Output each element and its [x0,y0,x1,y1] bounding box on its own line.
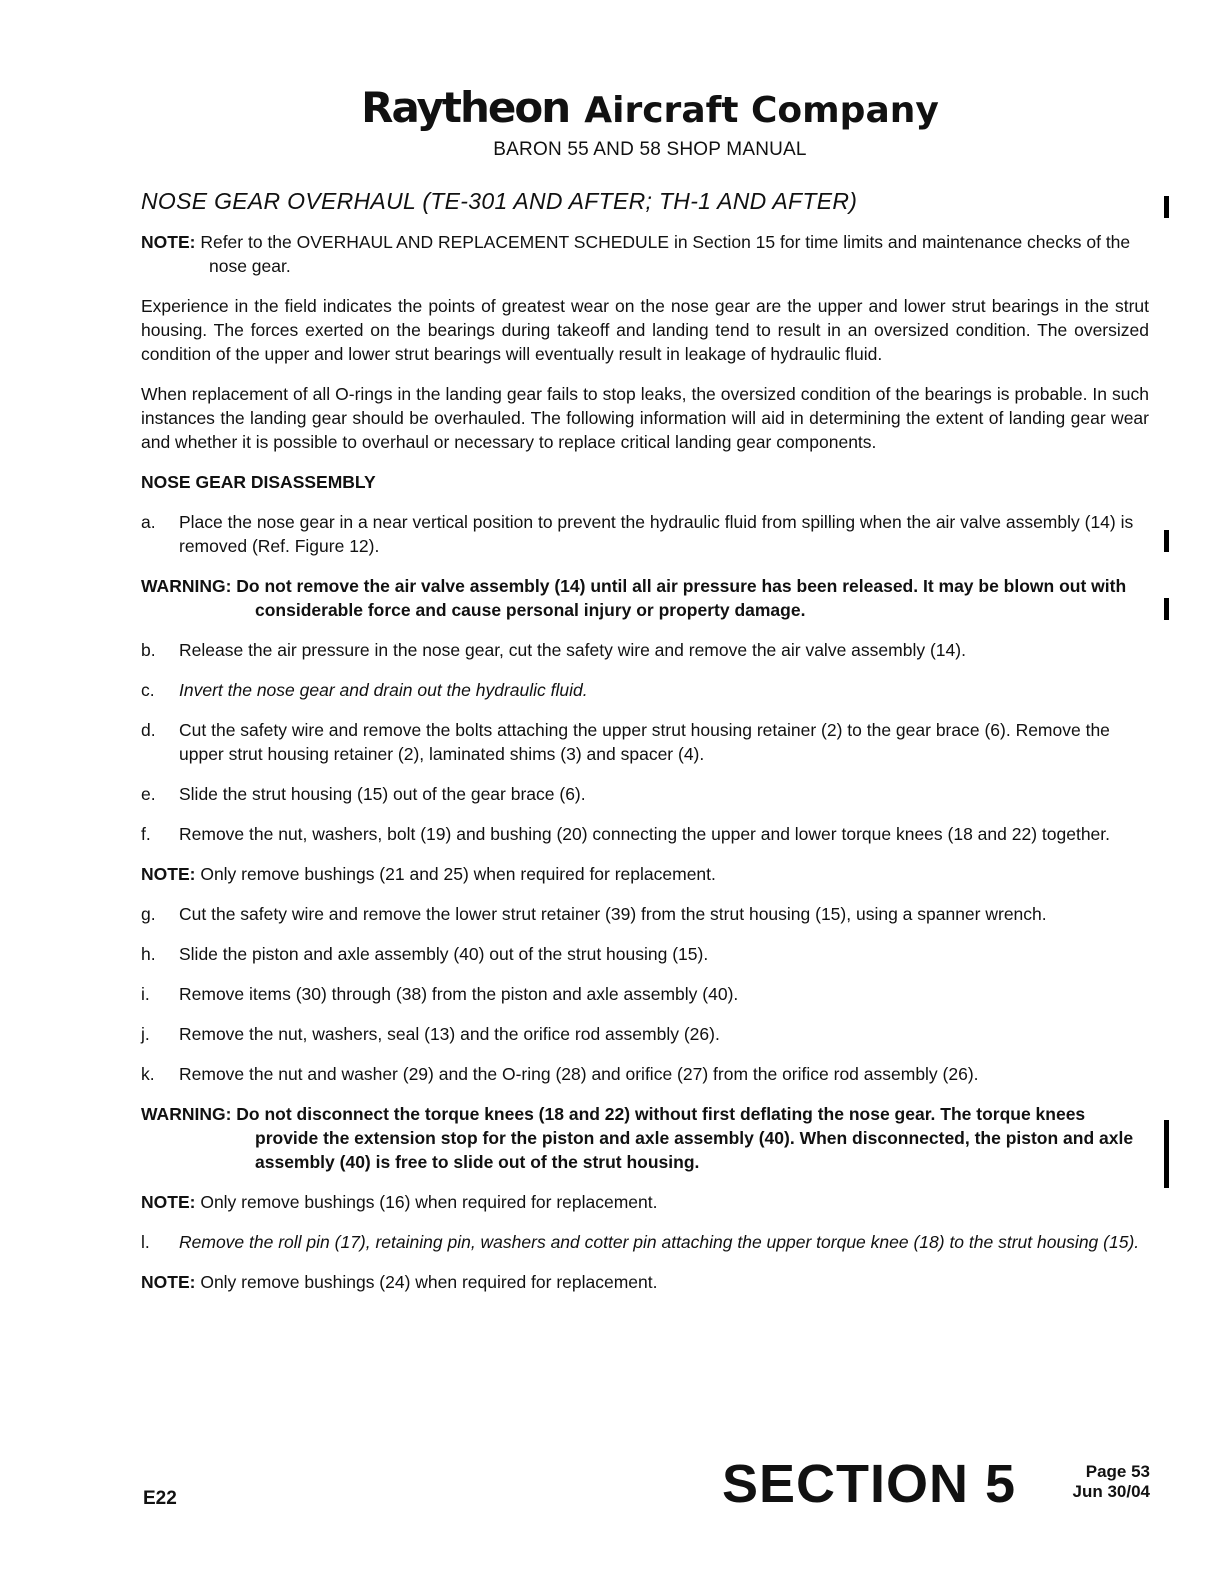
warning [141,1102,1149,1174]
procedure-step [141,1022,1149,1046]
procedure-step [141,718,1149,766]
step-letter: c. [141,680,155,700]
step-letter: d. [141,720,156,740]
procedure-step [141,902,1149,926]
note-label: NOTE: [141,1272,196,1292]
procedure-step [141,510,1149,558]
procedure-step [141,678,1149,702]
note-text: Only remove bushings (16) when required for replacement. [200,1192,658,1212]
paragraph: Experience in the field indicates the points of greatest wear on the nose gear are the upper and lower strut bearings in the strut housing. The forces exerted on the bearings during takeoff and landing tend to result in an oversized condition. The oversized condition of the upper and lower strut bearings will eventually result in leakage of hydraulic fluid. [141,296,1149,364]
step-letter: b. [141,640,156,660]
brand-name: Raytheon [361,83,570,132]
brand-logo [80,84,1220,135]
step-letter: e. [141,784,156,804]
brand-subtitle: Aircraft Company [584,90,939,131]
step-text: Remove the nut, washers, seal (13) and the orifice rod assembly (26). [179,1024,720,1044]
footer-page-info [1050,1462,1150,1502]
step-text: Place the nose gear in a near vertical position to prevent the hydraulic fluid from spilling when the air valve assembly (14) is removed (Ref. Figure 12). [179,512,1134,556]
step-text: Slide the piston and axle assembly (40) out of the strut housing (15). [179,944,709,964]
procedure-step [141,982,1149,1006]
paragraph: When replacement of all O-rings in the landing gear fails to stop leaks, the oversized condition of the bearings is probable. In such instances the landing gear should be overhauled. The following information will aid in determining the extent of landing gear wear and whether it is possible to overhaul or necessary to replace critical landing gear components. [141,384,1149,452]
footer-section: SECTION 5 [722,1454,1017,1514]
note-label: NOTE: [141,1192,196,1212]
warning-label: WARNING: [141,1104,232,1124]
step-letter: i. [141,984,150,1004]
note [141,230,1149,278]
procedure-step [141,782,1149,806]
step-text: Invert the nose gear and drain out the hydraulic fluid. [179,680,588,700]
section-title: NOSE GEAR OVERHAUL (TE-301 AND AFTER; TH-1 AND AFTER) [141,188,858,214]
procedure-step [141,1230,1149,1254]
revision-date: Jun 30/04 [1072,1482,1150,1501]
page-header [0,84,1220,161]
warning [141,574,1149,622]
note-label: NOTE: [141,232,196,252]
page-number: Page 53 [1085,1462,1150,1481]
procedure-step [141,822,1149,846]
warning-text: Do not remove the air valve assembly (14) until all air pressure has been released. It may be blown out with considerable force and cause personal injury or property damage. [236,576,1127,620]
step-text: Cut the safety wire and remove the bolts attaching the upper strut housing retainer (2) to the gear brace (6). Remove the upper strut housing retainer (2), laminated shims (3) and spacer (4). [179,720,1110,764]
procedure-step [141,638,1149,662]
note-text: Only remove bushings (24) when required for replacement. [200,1272,658,1292]
revision-bar [1164,530,1169,552]
note [141,862,1149,886]
note [141,1270,1149,1294]
page-body [141,186,1149,1310]
step-letter: j. [141,1024,150,1044]
step-text: Remove the nut and washer (29) and the O-ring (28) and orifice (27) from the orifice rod assembly (26). [179,1064,979,1084]
step-letter: g. [141,904,156,924]
step-letter: k. [141,1064,155,1084]
footer-code: E22 [143,1488,177,1509]
step-letter: a. [141,512,156,532]
subsection-heading: NOSE GEAR DISASSEMBLY [141,472,376,492]
procedure-step [141,1062,1149,1086]
revision-bar [1164,196,1169,218]
note [141,1190,1149,1214]
step-letter: h. [141,944,156,964]
warning-label: WARNING: [141,576,232,596]
step-text: Remove the nut, washers, bolt (19) and bushing (20) connecting the upper and lower torque knees (18 and 22) together. [179,824,1111,844]
step-text: Remove items (30) through (38) from the piston and axle assembly (40). [179,984,739,1004]
step-letter: l. [141,1232,150,1252]
step-text: Release the air pressure in the nose gear, cut the safety wire and remove the air valve assembly (14). [179,640,966,660]
step-text: Slide the strut housing (15) out of the gear brace (6). [179,784,586,804]
revision-bar [1164,1120,1169,1188]
manual-title: BARON 55 AND 58 SHOP MANUAL [493,139,807,160]
warning-text: Do not disconnect the torque knees (18 and 22) without first deflating the nose gear. The torque knees provide the extension stop for the piston and axle assembly (40). When disconnected, the piston and axle assembly (40) is free to slide out of the strut housing. [236,1104,1134,1172]
note-label: NOTE: [141,864,196,884]
note-text: Only remove bushings (21 and 25) when required for replacement. [200,864,716,884]
note-text: Refer to the OVERHAUL AND REPLACEMENT SCHEDULE in Section 15 for time limits and maintenance checks of the nose gear. [200,232,1131,276]
step-letter: f. [141,824,151,844]
step-text: Remove the roll pin (17), retaining pin, washers and cotter pin attaching the upper torque knee (18) to the strut housing (15). [179,1232,1140,1252]
revision-bar [1164,598,1169,620]
procedure-step [141,942,1149,966]
step-text: Cut the safety wire and remove the lower strut retainer (39) from the strut housing (15), using a spanner wrench. [179,904,1047,924]
